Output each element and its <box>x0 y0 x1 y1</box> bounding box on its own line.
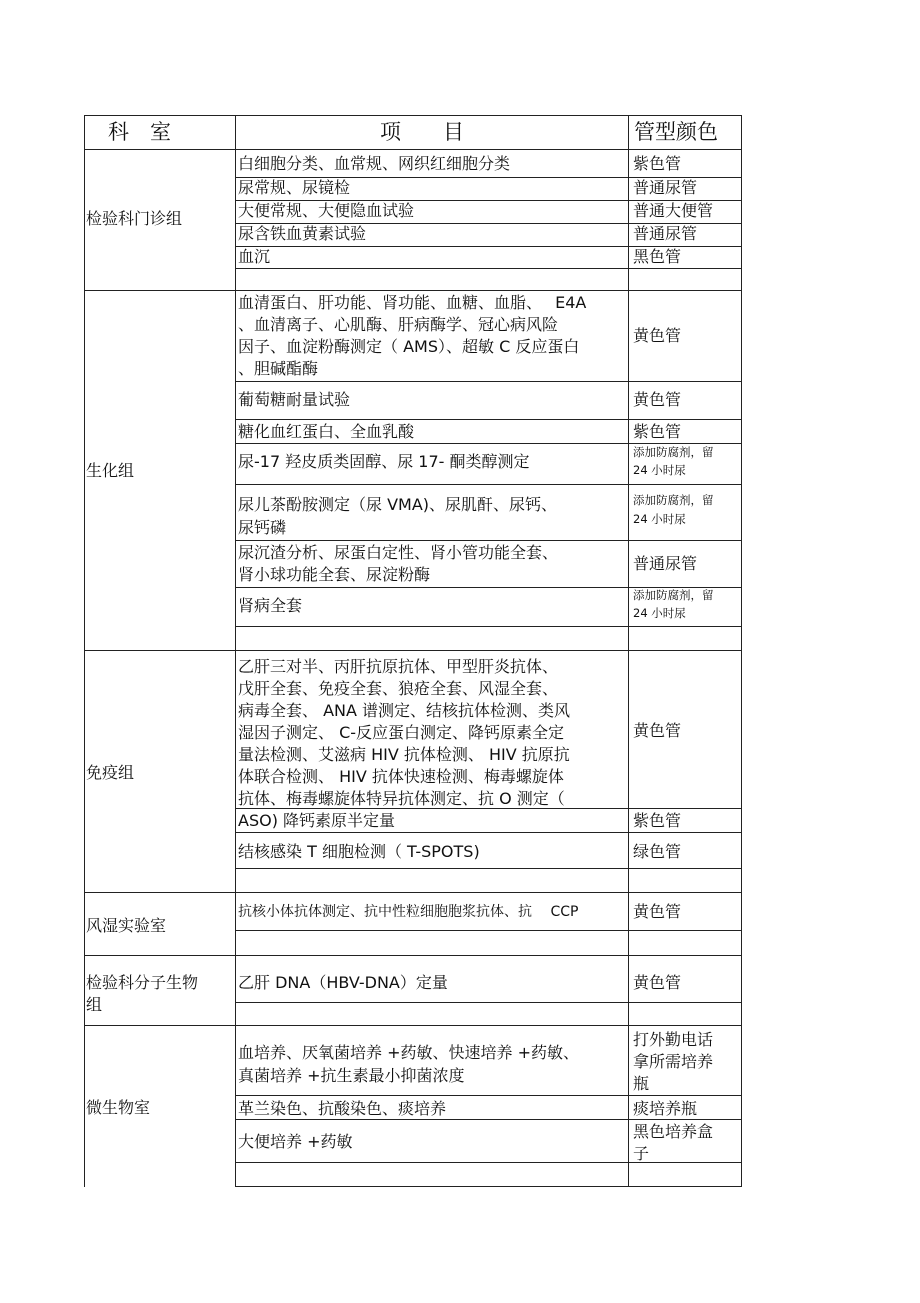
table-border-left <box>84 115 85 1187</box>
item-cell: 体联合检测、 HIV 抗体快速检测、梅毒螺旋体 <box>238 767 564 786</box>
tube-cell: 添加防腐剂，留 <box>633 493 714 507</box>
tube-cell: 紫色管 <box>633 154 682 173</box>
item-cell: 尿常规、尿镜检 <box>238 178 351 197</box>
group-divider <box>84 892 742 893</box>
tube-cell: 普通尿管 <box>633 554 698 573</box>
tube-cell: 普通大便管 <box>633 201 714 220</box>
item-cell: 大便培养 +药敏 <box>238 1132 353 1151</box>
tube-cell: 24 小时尿 <box>633 606 686 620</box>
row-divider <box>235 381 742 382</box>
item-cell: 白细胞分类、血常规、网织红细胞分类 <box>238 154 511 173</box>
row-divider <box>235 832 742 833</box>
tube-cell: 普通尿管 <box>633 178 698 197</box>
dept-label: 生化组 <box>86 461 135 480</box>
dept-label: 微生物室 <box>86 1098 151 1117</box>
row-divider <box>235 1162 742 1163</box>
item-cell: 、血清离子、心肌酶、肝病酶学、冠心病风险 <box>238 315 559 334</box>
item-cell: 葡萄糖耐量试验 <box>238 390 351 409</box>
header-dept: 科 室 <box>108 120 171 144</box>
tube-cell: 痰培养瓶 <box>633 1099 698 1118</box>
table-border-top <box>84 115 742 116</box>
row-divider <box>235 1186 742 1187</box>
item-cell: 乙肝 DNA（HBV-DNA）定量 <box>238 973 448 992</box>
item-cell: 肾小球功能全套、尿淀粉酶 <box>238 565 431 584</box>
item-cell: 血培养、厌氧菌培养 +药敏、快速培养 +药敏、 <box>238 1043 579 1062</box>
tube-cell: 瓶 <box>633 1074 650 1093</box>
tube-cell: 普通尿管 <box>633 224 698 243</box>
tube-cell: 黄色管 <box>633 973 682 992</box>
row-divider <box>235 419 742 420</box>
header-tube-color: 管型颜色 <box>634 120 718 144</box>
dept-label: 风湿实验室 <box>86 916 167 935</box>
tube-cell: 黄色管 <box>633 721 682 740</box>
item-cell: 尿儿茶酚胺测定（尿 VMA)、尿肌酐、尿钙、 <box>238 495 558 514</box>
item-cell: 血清蛋白、肝功能、肾功能、血糖、血脂、 E4A <box>238 293 587 312</box>
tube-cell: 黄色管 <box>633 326 682 345</box>
dept-label: 组 <box>86 995 103 1014</box>
item-cell: 尿含铁血黄素试验 <box>238 224 367 243</box>
row-divider <box>235 1095 742 1096</box>
item-cell: 真菌培养 +抗生素最小抑菌浓度 <box>238 1066 465 1085</box>
item-cell: 结核感染 T 细胞检测（ T-SPOTS) <box>238 842 480 861</box>
row-divider <box>235 540 742 541</box>
item-cell: ASO) 降钙素原半定量 <box>238 811 396 830</box>
group-divider <box>84 1025 742 1026</box>
row-divider <box>235 626 742 627</box>
dept-label: 免疫组 <box>86 763 135 782</box>
tube-cell: 子 <box>633 1144 650 1163</box>
row-divider <box>235 484 742 485</box>
item-cell: 抗体、梅毒螺旋体特异抗体测定、抗 O 测定（ <box>238 789 565 808</box>
tube-cell: 24 小时尿 <box>633 463 686 477</box>
item-cell: 、胆碱酯酶 <box>238 359 319 378</box>
group-divider <box>84 290 742 291</box>
header-divider <box>84 149 742 150</box>
item-cell: 血沉 <box>238 247 271 266</box>
item-cell: 乙肝三对半、丙肝抗原抗体、甲型肝炎抗体、 <box>238 657 559 676</box>
item-cell: 戊肝全套、免疫全套、狼疮全套、风湿全套、 <box>238 679 559 698</box>
column-divider-item <box>628 115 629 1187</box>
item-cell: 量法检测、艾滋病 HIV 抗体检测、 HIV 抗原抗 <box>238 745 570 764</box>
tube-cell: 绿色管 <box>633 842 682 861</box>
dept-label: 检验科分子生物 <box>86 973 199 992</box>
column-divider-dept <box>235 115 236 1187</box>
tube-cell: 添加防腐剂，留 <box>633 588 714 602</box>
item-cell: 肾病全套 <box>238 596 303 615</box>
item-cell: 大便常规、大便隐血试验 <box>238 201 415 220</box>
tube-cell: 紫色管 <box>633 811 682 830</box>
item-cell: 湿因子测定、 C-反应蛋白测定、降钙原素全定 <box>238 723 565 742</box>
row-divider <box>235 1002 742 1003</box>
item-cell: 病毒全套、 ANA 谱测定、结核抗体检测、类风 <box>238 701 571 720</box>
dept-label: 检验科门诊组 <box>86 209 183 228</box>
item-cell: 尿钙磷 <box>238 518 287 537</box>
tube-cell: 添加防腐剂，留 <box>633 445 714 459</box>
tube-cell: 黄色管 <box>633 902 682 921</box>
tube-cell: 打外勤电话 <box>633 1030 714 1049</box>
item-cell: 革兰染色、抗酸染色、痰培养 <box>238 1099 447 1118</box>
tube-cell: 拿所需培养 <box>633 1052 714 1071</box>
item-cell: 尿沉渣分析、尿蛋白定性、肾小管功能全套、 <box>238 543 559 562</box>
tube-cell: 黑色培养盒 <box>633 1122 714 1141</box>
tube-cell: 黄色管 <box>633 390 682 409</box>
row-divider <box>235 930 742 931</box>
group-divider <box>84 955 742 956</box>
row-divider <box>235 868 742 869</box>
row-divider <box>235 268 742 269</box>
tube-cell: 黑色管 <box>633 247 682 266</box>
tube-cell: 24 小时尿 <box>633 512 686 526</box>
item-cell: 因子、血淀粉酶测定（ AMS）、超敏 C 反应蛋白 <box>238 337 580 356</box>
item-cell: 抗核小体抗体测定、抗中性粒细胞胞浆抗体、抗 CCP <box>238 904 579 920</box>
group-divider <box>84 650 742 651</box>
item-cell: 尿-17 羟皮质类固醇、尿 17- 酮类醇测定 <box>238 452 530 471</box>
item-cell: 糖化血红蛋白、全血乳酸 <box>238 422 415 441</box>
tube-cell: 紫色管 <box>633 422 682 441</box>
table-border-right <box>741 115 742 1187</box>
header-item: 项 目 <box>380 120 464 144</box>
